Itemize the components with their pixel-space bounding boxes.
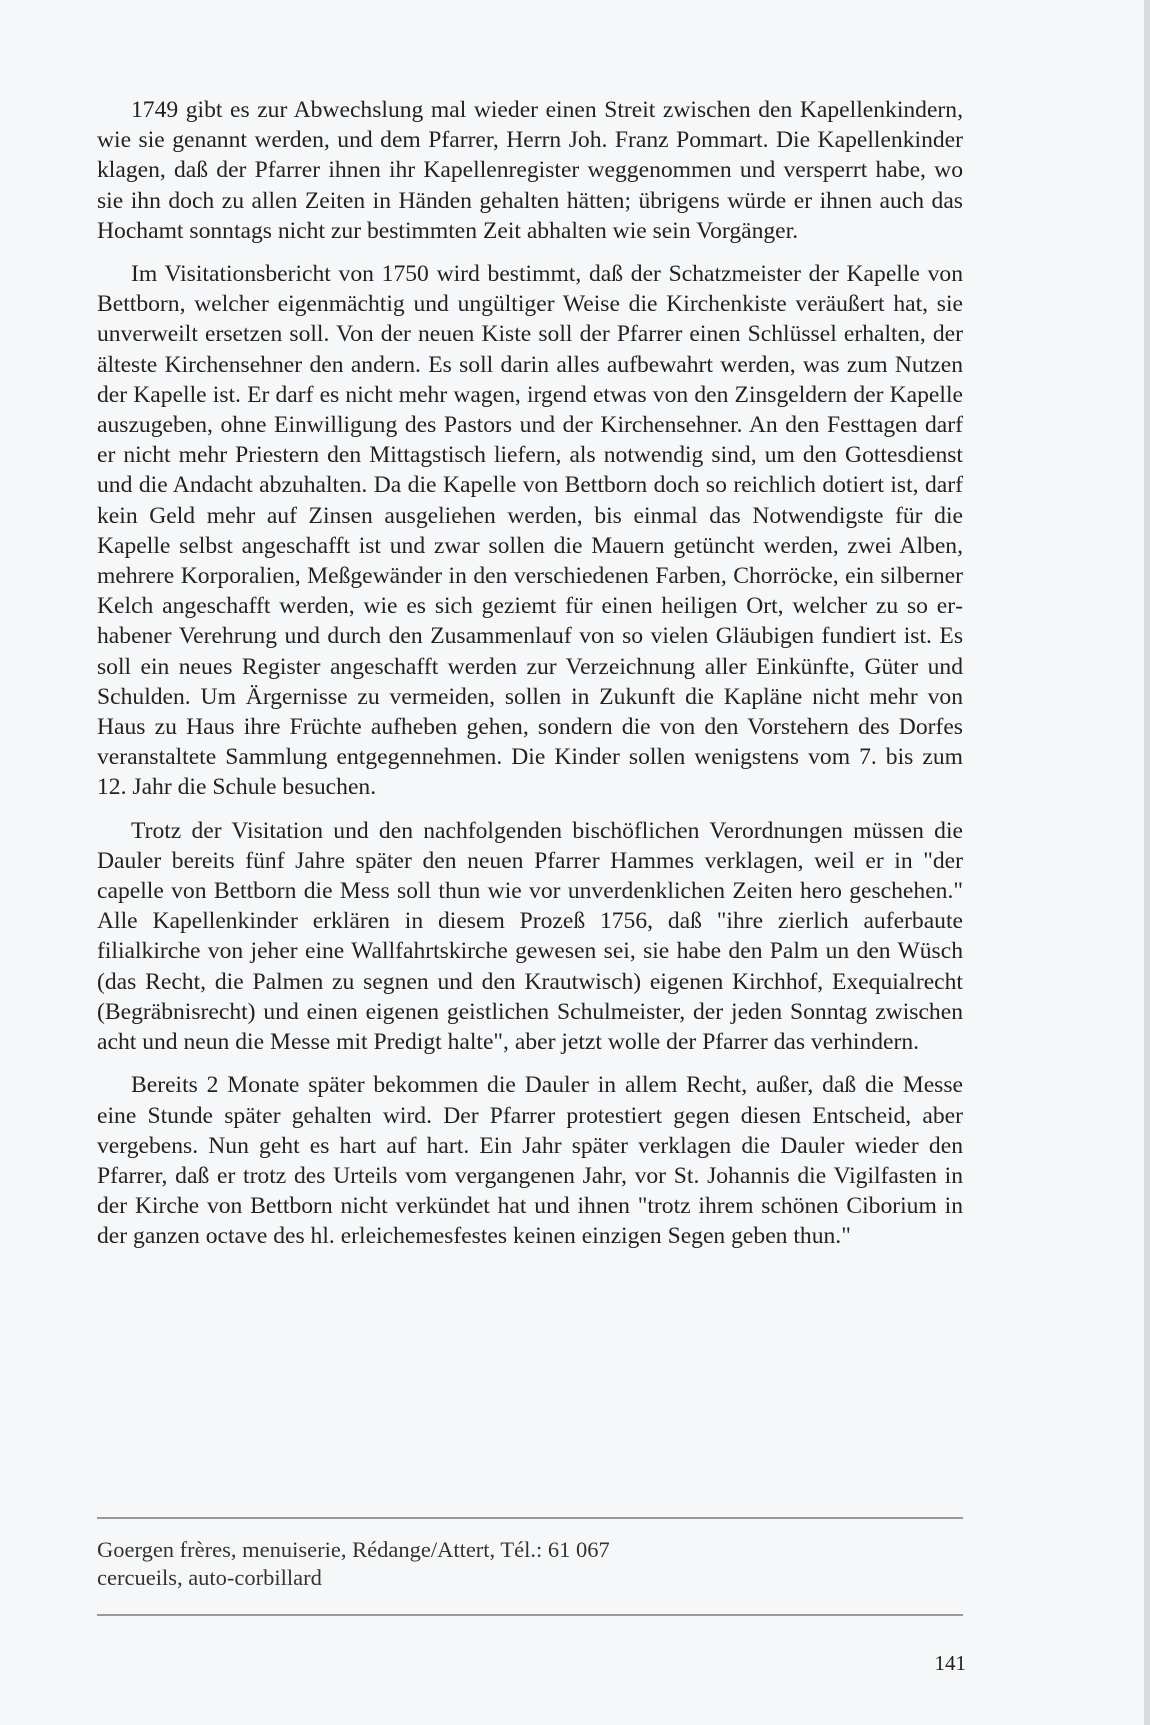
paragraph-4: Bereits 2 Monate später bekommen die Dauler in allem Recht, außer, daß die Messe eine Stunde später gehalten wird. Der Pfarrer protestiert gegen diesen Entscheid, aber vergebens. Nun geht es hart auf hart. Ein Jahr später verklagen die Dauler wieder den Pfarrer, daß er trotz des Urteils vom vergangenen Jahr, vor St. Johannis die Vigilfasten in der Kirche von Bettborn nicht verkündet hat und ihnen "trotz ihrem schönen Ciborium in der ganzen octave des hl. erleichemesfestes keinen einzigen Segen geben thun." [97,1072,963,1250]
paragraph-1: 1749 gibt es zur Abwechslung mal wieder einen Streit zwischen den Kapellenkindern, wie sie genannt werden, und dem Pfarrer, Herrn Joh. Franz Pommart. Die Kapellenkinder klagen, daß der Pfarrer ihnen ihr Kapellenregister weggenommen und versperrt habe, wo sie ihn doch zu allen Zeiten in Händen gehalten hätten; übrigens würde er ihnen auch das Hochamt sonntags nicht zur bestimmten Zeit abhalten wie sein Vorgänger. [97,97,963,244]
body-text [97,95,963,1252]
paragraph-2: Im Visitationsbericht von 1750 wird bestimmt, daß der Schatzmeister der Kapelle von Bettborn, welcher eigenmächtig und ungültiger Weise die Kirchenkiste veräußert hat, sie unverweilt ersetzen soll. Von der neuen Kiste soll der Pfarrer einen Schlüssel erhalten, der älteste Kirchensehner den andern. Es soll darin alles aufbewahrt werden, was zum Nutzen der Kapelle ist. Er darf es nicht mehr wagen, irgend etwas von den Zinsgeldern der Kapelle auszugeben, ohne Einwilligung des Pastors und der Kirchensehner. An den Festtagen darf er nicht mehr Priestern den Mittagstisch liefern, als notwendig sind, um den Gottesdienst und die Andacht abzuhalten. Da die Kapelle von Bettborn doch so reichlich dotiert ist, darf kein Geld mehr auf Zinsen ausgeliehen werden, bis einmal das Notwendigste für die Kapelle selbst angeschafft ist und zwar sollen die Mauern getüncht werden, zwei Alben, mehrere Korporalien, Meßgewänder in den verschiedenen Farben, Chorröcke, ein silberner Kelch angeschafft werden, wie es sich geziemt für einen heiligen Ort, welcher zu so erhabener Verehrung und durch den Zusammenlauf von so vielen Gläubigen fundiert ist. Es soll ein neues Register angeschafft werden zur Verzeichnung aller Einkünfte, Güter und Schulden. Um Ärgernisse zu vermeiden, sollen in Zukunft die Kapläne nicht mehr von Haus zu Haus ihre Früchte aufheben gehen, sondern die von den Vorstehern des Dorfes veranstaltete Sammlung entgegennehmen. Die Kinder sollen wenigstens vom 7. bis zum 12. Jahr die Schule besuchen. [97,261,963,801]
paragraph-3: Trotz der Visitation und den nachfolgenden bischöflichen Verordnungen müssen die Dauler bereits fünf Jahre später den neuen Pfarrer Hammes verklagen, weil er in "der capelle von Bettborn die Mess soll thun wie vor unverdenklichen Zeiten hero geschehen." Alle Kapellenkinder erklären in diesem Prozeß 1756, daß "ihre zierlich auferbaute filialkirche von jeher eine Wallfahrtskirche gewesen sei, sie habe den Palm un den Wüsch (das Recht, die Palmen zu segnen und den Krautwisch) eigenen Kirchhof, Exequialrecht (Begräbnisrecht) und einen eigenen geistlichen Schulmeister, der jeden Sonntag zwischen acht und neun die Messe mit Predigt halte", aber jetzt wolle der Pfarrer das verhindern. [97,817,963,1056]
advertisement [97,1536,963,1592]
page-number: 141 [934,1651,966,1675]
advertisement-line-1: Goergen frères, menuiserie, Rédange/Attert, Tél.: 61 067 [97,1537,610,1562]
advertisement-top-rule [97,1517,963,1519]
page-edge [1144,0,1150,1725]
advertisement-line-2: cercueils, auto-corbillard [97,1565,322,1590]
advertisement-bottom-rule [97,1614,963,1616]
